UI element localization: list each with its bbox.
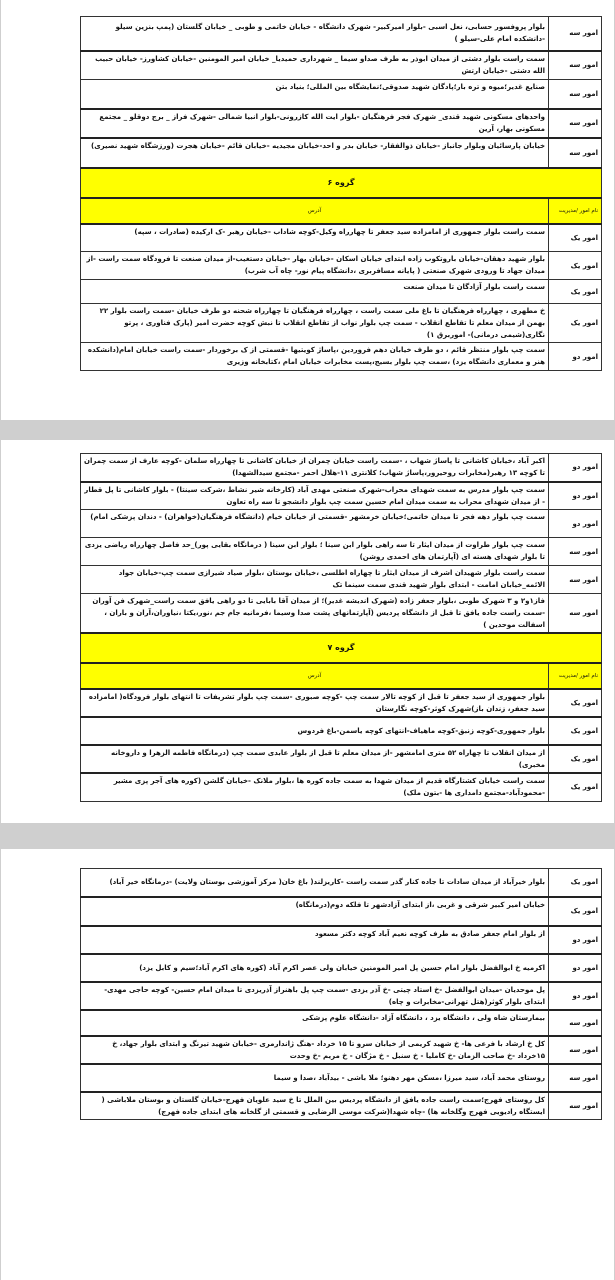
table-row xyxy=(81,1064,602,1092)
area-name: امور دو xyxy=(549,482,602,510)
table-row xyxy=(81,454,602,482)
area-name: امور دو xyxy=(549,454,602,482)
area-name: امور سه xyxy=(549,566,602,594)
table-row xyxy=(81,51,602,80)
area-name: امور یک xyxy=(549,280,602,304)
table-row xyxy=(81,538,602,566)
address-cell: سمت چپ بلوار منتظر قائم ، دو طرف خیابان دهم فروردین ،پاساژ کویتیها -قسمتی از ک برخوردار -سمت راست خیابان امام(دانشکده هنر و معماری دانشگاه یزد) ،سمت چپ بلوار بسیج،پست مخابرات خیابان امام ،کتابخانه وزیری xyxy=(81,343,549,371)
address-cell: سمت راست بلوار شهیدان اشرف از میدان ایثار تا چهاراه اطلسی ،خیابان بوستان ،بلوار صیاد شیرازی سمت چپ-خیابان جواد الائمه_خیابان امامت - ابتدای بلوار شهید قندی سمت سینما تک xyxy=(81,566,549,594)
area-name: امور سه xyxy=(549,538,602,566)
area-name: امور سه xyxy=(549,1092,602,1120)
address-cell: سمت چپ بلوار دهه فجر تا میدان خاتمی؛خیابان خرمشهر -قسمتی از خیابان خیام (دانشگاه فرهنگیان(خواهران) - دندان پزشکی امام) xyxy=(81,510,549,538)
table-row xyxy=(81,926,602,954)
table-row xyxy=(81,109,602,138)
table-row xyxy=(81,594,602,634)
area-name: امور دو xyxy=(549,343,602,371)
address-cell: سمت راست بلوار جمهوری از امامزاده سید جعفر تا چهارراه وکیل-کوچه شاداب -خیابان رهبر -ک ارکیده (صادرات ، سپه) xyxy=(81,224,549,252)
table-row xyxy=(81,897,602,926)
address-cell: اکرمیه خ ابوالفضل بلوار امام حسین پل امیر المومنین خیابان ولی عصر اکرم آباد (کوره های اکرم آباد؛سیم و کابل یزد) xyxy=(81,954,549,982)
table-row xyxy=(81,17,602,51)
address-cell: اکبر آباد ،خیابان کاشانی تا پاساژ شهاب ، -سمت راست خیابان چمران از خیابان کاشانی تا چهارراه سلمان -کوچه عارف از سمت چمران تا کوچه ۱۳ رهبر(مخابرات روحیرور،پاساژ شهاب؛ کلانتری ۱۱-هلال احمر -مجتمع سیدالشهدا) xyxy=(81,454,549,482)
area-name: امور یک xyxy=(549,689,602,717)
area-name: امور دو xyxy=(549,510,602,538)
area-name: امور یک xyxy=(549,717,602,745)
area-name: امور سه xyxy=(549,17,602,51)
address-cell: سمت چپ بلوار مدرس به سمت شهدای محراب-شهرک صنعتی مهدی آباد (کارخانه شیر نشاط ،شرکت سینتا) - بلوار کاشانی تا پل قطار - از میدان شهدای محراب به سمت میدان امام حسین سمت چپ بلوار دانشجو تا سه راه تعاون xyxy=(81,482,549,510)
group-7-header-row xyxy=(81,663,602,689)
table-row xyxy=(81,689,602,717)
address-cell: فاز۱و۲ و ۳ شهرک طوبی ،بلوار جعفر زاده (شهرک اندیشه غدیر)؛ از میدان آقا بابایی تا دو راهی یافق سمت راست_شهرک فن آوران -سمت راست جاده یافق تا قبل از دانشگاه پردیس (آپارتمانهای پشت صدا وسیما ،فرمانیه جام جم ،نور،یکتا ،نیاوران،آران و باران ، اسفالت موحدین ) xyxy=(81,594,549,634)
group-6-header-row xyxy=(81,198,602,224)
address-cell: روستای محمد آباد، سید میرزا ،مسکن مهر دهنو؛ ملا باشی - بیدآباد ،صدا و سیما xyxy=(81,1064,549,1092)
address-cell: سمت راست بلوار دشتی از میدان ابوذر به طرف صداو سیما _ شهرداری حمیدیا_ خیابان امیر المومنین -خیابان کشاورز- خیابان حبیب الله دشتی -خیابان ارتش xyxy=(81,51,549,80)
table-row xyxy=(81,80,602,109)
address-cell: بلوار جمهوری-کوچه زنبق-کوچه ماهیاف-انتهای کوچه یاسمن-باغ فردوس xyxy=(81,717,549,745)
table-row xyxy=(81,1036,602,1064)
document-page-1 xyxy=(1,0,614,420)
area-name: امور دو xyxy=(549,982,602,1010)
table-row xyxy=(81,482,602,510)
table-row xyxy=(81,745,602,773)
area-name: امور یک xyxy=(549,224,602,252)
area-name: امور سه xyxy=(549,51,602,80)
address-cell: واحدهای مسکونی شهید قندی_ شهرک فجر فرهنگیان -بلوار ایت الله کازرونی-بلوار انبیا شمالی -شهرک فراز _ برج دوقلو _ مجتمع مسکونی بهار، آرین xyxy=(81,109,549,138)
table-row xyxy=(81,869,602,897)
table-row xyxy=(81,252,602,280)
schedule-table xyxy=(80,453,602,802)
area-name: امور یک xyxy=(549,897,602,926)
document-page-3 xyxy=(1,849,614,1280)
address-cell: بلوار پروفسور حسابی، نعل اسبی -بلوار امیرکبیر- شهرک دانشگاه - خیابان خاتمی و طوبی _ خیابان گلستان (پمپ بنزین سیلو -دانشکده امام علی-سیلو ) xyxy=(81,17,549,51)
address-cell: کل خ ارشاد با فرعی ها- خ شهید کریمی از خیابان سرو تا ۱۵ خرداد -هنگ ژاندارمری -خیابان شهید تیرنگ و ابتدای بلوار جهاد، خ ۱۵خرداد -خ صاحب الزمان -خ کاملیا - خ سنبل - خ مژگان - خ مریم -خ وحدت xyxy=(81,1036,549,1064)
table-row xyxy=(81,304,602,343)
address-cell: سمت راست خیابان کشتارگاه قدیم از میدان شهدا به سمت جاده کوره ها ،بلوار ملانک -خیابان گلشن (کوره های آجر پزی مشیر -محمودآباد-مجتمع دامداری ها -بتون ملک) xyxy=(81,773,549,801)
area-name: امور سه xyxy=(549,594,602,634)
area-name: امور سه xyxy=(549,80,602,109)
area-name: امور سه xyxy=(549,1064,602,1092)
group-title: گروه ۶ xyxy=(81,168,602,198)
group-7-title-row xyxy=(81,633,602,663)
address-cell: خیابان امیر کبیر شرقی و غربی ،از ابتدای آزادشهر تا فلکه دوم(درمانگاه) xyxy=(81,897,549,926)
area-name: امور یک xyxy=(549,252,602,280)
header-address: آدرس xyxy=(81,198,549,224)
address-cell: بیمارستان شاه ولی ، دانشگاه یزد ، دانشگاه آزاد -دانشگاه علوم پزشکی xyxy=(81,1010,549,1036)
address-cell: خ مطهری ، چهارراه فرهنگیان تا باغ ملی سمت راست ، چهارراه فرهنگیان تا چهارراه شحنه دو طرف خیابان -سمت راست بلوار ۲۲ بهمن از میدان معلم تا تقاطع انقلاب - سمت چپ بلوار نواب از تقاطع انقلاب تا نبش کوچه حضرت امیر (پارک فناوری ، پرتو نگاری(شیمی درمانی)- اموربرق ۱) xyxy=(81,304,549,343)
document-page-2 xyxy=(1,440,614,823)
schedule-table xyxy=(80,868,602,1120)
table-row xyxy=(81,280,602,304)
area-name: امور یک xyxy=(549,869,602,897)
table-row xyxy=(81,343,602,371)
table-row xyxy=(81,1010,602,1036)
address-cell: از بلوار امام جعفر صادق به طرف کوچه نعیم آباد کوچه دکتر مسعود xyxy=(81,926,549,954)
table-row xyxy=(81,566,602,594)
address-cell: از میدان انقلاب تا چهاراه ۵۲ متری امامشهر -از میدان معلم تا قبل از بلوار عابدی سمت چپ (درمانگاه فاطمه الزهرا و داروخانه مخبری) xyxy=(81,745,549,773)
group-title: گروه ۷ xyxy=(81,633,602,663)
address-cell: کل روستای فهرج؛سمت راست جاده یافق از دانشگاه پردیس بین الملل تا خ سید علویان فهرج-خیابان گلستان و بوستان ملاباشی ( ایستگاه رادیویی فهرج وگلخانه ها) -چاه شهدا(شرکت موسی الرضایی و قسمتی از گلخانه های ابتدای جاده فهرج) xyxy=(81,1092,549,1120)
header-address: آدرس xyxy=(81,663,549,689)
header-name: نام امور /مدیریت xyxy=(549,198,602,224)
area-name: امور سه xyxy=(549,1010,602,1036)
area-name: امور یک xyxy=(549,773,602,801)
schedule-table xyxy=(80,16,602,371)
table-row xyxy=(81,773,602,801)
area-name: امور سه xyxy=(549,1036,602,1064)
table-row xyxy=(81,138,602,168)
area-name: امور دو xyxy=(549,926,602,954)
address-cell: بلوار خیرآباد از میدان سادات تا جاده کنار گذر سمت راست -کاریزلند( باغ خان( مرکز آموزشی بوستان ولایت) -درمانگاه خیر آباد) xyxy=(81,869,549,897)
area-name: امور سه xyxy=(549,138,602,168)
area-name: امور دو xyxy=(549,954,602,982)
table-row xyxy=(81,954,602,982)
address-cell: صنایع غدیر؛میوه و تره بار؛پادگان شهید صدوقی؛نمایشگاه بین المللی؛ بنیاد بتن xyxy=(81,80,549,109)
address-cell: خیابان پارسائیان وبلوار جانباز -خیابان ذوالفقار- خیابان بدر و احد-خیابان مجیدیه -خیابان قائم -خیابان هجرت (ورزشگاه شهید نصیری) xyxy=(81,138,549,168)
table-row xyxy=(81,224,602,252)
table-row xyxy=(81,717,602,745)
group-6-title-row xyxy=(81,168,602,198)
area-name: امور یک xyxy=(549,304,602,343)
header-name: نام امور /مدیریت xyxy=(549,663,602,689)
address-cell: سمت چپ بلوار طراوت از میدان ایثار تا سه راهی بلوار ابن سینا ؛ بلوار ابن سینا ( درمانگاه بقایی پور)_حد فاصل چهارراه ریاضی یزدی تا بلوار شهدای هسته ای (آپارتمان های احمدی روشن) xyxy=(81,538,549,566)
area-name: امور سه xyxy=(549,109,602,138)
address-cell: پل موحدیان -میدان ابوالفضل -خ استاد چیتی -خ آذر یزدی -سمت چپ پل باهنراز آذریزدی تا میدان امام حسین- کوچه حاجی مهدی- ابتدای بلوار کوثر(هتل تهرانی-مخابرات و چاه) xyxy=(81,982,549,1010)
table-row xyxy=(81,982,602,1010)
table-row xyxy=(81,510,602,538)
address-cell: سمت راست بلوار آزادگان تا میدان صنعت xyxy=(81,280,549,304)
address-cell: بلوار شهید دهقان-خیابان باروتکوب زاده ابتدای خیابان اسکان -خیابان بهار -خیابان دستغیب-از میدان صنعت تا فرودگاه سمت راست -از میدان جهاد تا ورودی شهرک صنعتی ( پایانه مسافربری ،دانشگاه پیام نور- چاه آب شرب) xyxy=(81,252,549,280)
address-cell: بلوار جمهوری از سید جعفر تا قبل از کوچه تالار سمت چپ -کوچه صبوری -سمت چپ بلوار تشریفات تا انتهای بلوار فرودگاه( امامزاده سید جعفر، زندان باز)شهرک کوثر-کوچه نگارستان xyxy=(81,689,549,717)
area-name: امور یک xyxy=(549,745,602,773)
table-row xyxy=(81,1092,602,1120)
